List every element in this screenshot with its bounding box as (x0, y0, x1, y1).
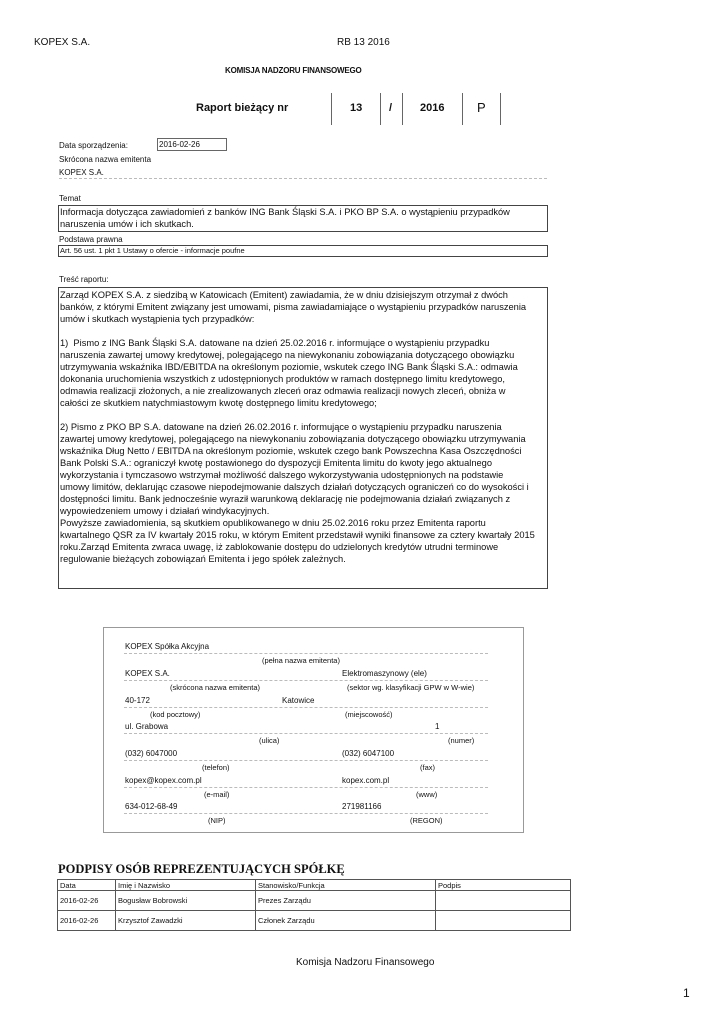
signatures-title: PODPISY OSÓB REPREZENTUJĄCYCH SPÓŁKĘ (58, 862, 345, 876)
issuer-full-name-caption: (pełna nazwa emitenta) (262, 656, 340, 665)
content-line: regulowanie bieżących zobowiązań Emitenta i jego spółek zależnych. (60, 554, 346, 564)
issuer-nip: 634-012-68-49 (125, 802, 178, 811)
content-line: dokonania uruchomienia wszystkich z udostępnionych produktów w ramach dostępnego limitu kredytowego, (60, 374, 505, 384)
divider (124, 680, 488, 681)
divider (124, 653, 488, 654)
issuer-email[interactable]: kopex@kopex.com.pl (125, 776, 202, 785)
signature-field (436, 891, 571, 911)
content-label: Treść raportu: (59, 275, 109, 284)
issuer-short-name-caption: (skrócona nazwa emitenta) (170, 683, 261, 692)
issuer-fax: (032) 6047100 (342, 749, 395, 758)
report-divider (402, 93, 403, 125)
content-line: wskaźnika Dług Netto / EBITDA na określonym poziomie, wskutek czego bank Powszechna Kasa Oszczędności (60, 446, 522, 456)
report-divider (500, 93, 501, 125)
content-line: wypowiedzeniem umowy i działań windykacyjnych. (60, 506, 270, 516)
content-line: 1) Pismo z ING Bank Śląski S.A. datowane na dzień 25.02.2016 r. informujące o wystąpieniu przypadku (60, 338, 490, 348)
issuer-phone: (032) 6047000 (125, 749, 178, 758)
content-line: wykorzystania i tymczasowo wstrzymał możliwość dalszego wykorzystywania udostępnionych na podstawie (60, 470, 504, 480)
legal-basis-text: Art. 56 ust. 1 pkt 1 Ustawy o ofercie - informacje poufne (58, 245, 548, 257)
issuer-city-caption: (miejscowość) (345, 710, 393, 719)
table-row (58, 911, 571, 931)
report-number: 13 (350, 102, 363, 114)
divider (124, 760, 488, 761)
issuer-regon-caption: (REGON) (410, 816, 443, 825)
report-type: P (477, 100, 486, 115)
report-divider (331, 93, 332, 125)
page-number: 1 (683, 986, 690, 1000)
header-company: KOPEX S.A. (34, 37, 91, 48)
content-line: 2) Pismo z PKO BP S.A. datowane na dzień 26.02.2016 r. informujące o wystąpieniu przypadku naruszenia (60, 422, 502, 432)
signature-date: 2016-02-26 (58, 891, 116, 911)
report-slash: / (389, 102, 393, 114)
divider (124, 707, 488, 708)
issuer-www[interactable]: kopex.com.pl (342, 776, 390, 785)
content-line (60, 325, 547, 337)
signatures-header-name: Imię i Nazwisko (116, 880, 256, 891)
content-line: Bank Polski S.A.: ograniczył kwotę postawionego do dyspozycji Emitenta limitu do kwoty jego aktualnego (60, 458, 493, 468)
content-line: dostępności limitu. Bank jednocześnie wyraził warunkową deklarację nie podejmowania działań związanych z (60, 494, 511, 504)
issuer-regon: 271981166 (342, 802, 382, 811)
content-box (58, 287, 548, 589)
signature-name: Bogusław Bobrowski (116, 891, 256, 911)
issuer-full-name: KOPEX Spółka Akcyjna (125, 642, 210, 651)
issuer-postal-code: 40-172 (125, 696, 150, 705)
signature-date: 2016-02-26 (58, 911, 116, 931)
footer-text: Komisja Nadzoru Finansowego (296, 957, 435, 968)
issuer-street-caption: (ulica) (259, 736, 280, 745)
signatures-header-date: Data (58, 880, 116, 891)
issuer-phone-caption: (telefon) (202, 763, 230, 772)
issuer-street: ul. Grabowa (125, 722, 169, 731)
divider (59, 178, 547, 179)
subject-label: Temat (59, 194, 81, 203)
divider (124, 813, 488, 814)
issuer-sector-caption: (sektor wg. klasyfikacji GPW w W-wie) (347, 683, 475, 692)
content-line: umowy limitów, deklarując czasowe niepodejmowanie dalszych działań dotyczących ograniczeń co do wysokości i (60, 482, 529, 492)
issuer-sector: Elektromaszynowy (ele) (342, 669, 427, 678)
content-line: umów i skutkach wystąpienia tych przypadków: (60, 314, 255, 324)
content-line: roku.Zarząd Emitenta zwraca uwagę, iż zablokowanie dostępu do udzielonych kredytów utrudni terminowe (60, 542, 499, 552)
signature-field (436, 911, 571, 931)
signature-position: Prezes Zarządu (256, 891, 436, 911)
content-line: zawartej umowy kredytowej, polegającego na niewykonaniu zobowiązania dotyczącego obowiązku utrzymywania (60, 434, 526, 444)
legal-basis-label: Podstawa prawna (59, 235, 123, 244)
content-line: banków, z którymi Emitent związany jest umowami, pisma zawiadamiające o wystąpieniu przypadków naruszenia (60, 302, 527, 312)
issuer-city: Katowice (282, 696, 315, 705)
signatures-header-position: Stanowisko/Funkcja (256, 880, 436, 891)
content-line: utrzymywania wskaźnika IBD/EBITDA na określonym poziomie, wskutek czego ING Bank Śląski S.A.: odmawia (60, 362, 518, 372)
header-report-code: RB 13 2016 (337, 37, 390, 48)
report-year: 2016 (420, 102, 445, 114)
content-line: Powyższe zawiadomienia, są skutkiem opublikowanego w dniu 25.02.2016 roku przez Emitenta raportu (60, 518, 486, 528)
report-divider (462, 93, 463, 125)
signature-name: Krzysztof Zawadzki (116, 911, 256, 931)
signatures-table (57, 879, 571, 931)
issuer-short-label: Skrócona nazwa emitenta (59, 155, 152, 164)
subject-text: Informacja dotycząca zawiadomień z banków ING Bank Śląski S.A. i PKO BP S.A. o wystąpieniu przypadków naruszenia umów i ich skutkach. (58, 205, 548, 232)
content-line (60, 409, 547, 421)
issuer-www-caption: (www) (416, 790, 438, 799)
report-label: Raport bieżący nr (196, 102, 289, 114)
signatures-header-row (58, 880, 571, 891)
issuer-short-value: KOPEX S.A. (59, 168, 104, 177)
date-label: Data sporządzenia: (59, 141, 128, 150)
signature-position: Członek Zarządu (256, 911, 436, 931)
issuer-postal-code-caption: (kod pocztowy) (150, 710, 201, 719)
divider (124, 787, 488, 788)
content-line: Zarząd KOPEX S.A. z siedzibą w Katowicach (Emitent) zawiadamia, że w dniu dzisiejszym otrzymał z dwóch (60, 290, 508, 300)
content-line: naruszenia zawartej umowy kredytowej, polegającego na niewykonaniu zobowiązania dotyczącego obowiązku (60, 350, 515, 360)
date-value: 2016-02-26 (157, 138, 227, 151)
issuer-number: 1 (435, 722, 440, 731)
signatures-header-signature: Podpis (436, 880, 571, 891)
issuer-fax-caption: (fax) (420, 763, 435, 772)
content-line: odmawia realizacji złożonych, a nie zrealizowanych zleceń oraz odmawia realizacji nowych zleceń, obniża w (60, 386, 506, 396)
issuer-short-name: KOPEX S.A. (125, 669, 170, 678)
content-line: całości ze skutkiem natychmiastowym kwotę dostępnego limitu kredytowego; (60, 398, 377, 408)
report-divider (380, 93, 381, 125)
table-row (58, 891, 571, 911)
commission-title: KOMISJA NADZORU FINANSOWEGO (225, 66, 362, 75)
content-line: kwartalnego QSR za IV kwartały 2015 roku, w którym Emitent przedstawił wyniki finansowe za cztery kwartały 2015 (60, 530, 535, 540)
issuer-number-caption: (numer) (448, 736, 475, 745)
issuer-email-caption: (e-mail) (204, 790, 230, 799)
divider (124, 733, 488, 734)
issuer-nip-caption: (NIP) (208, 816, 226, 825)
